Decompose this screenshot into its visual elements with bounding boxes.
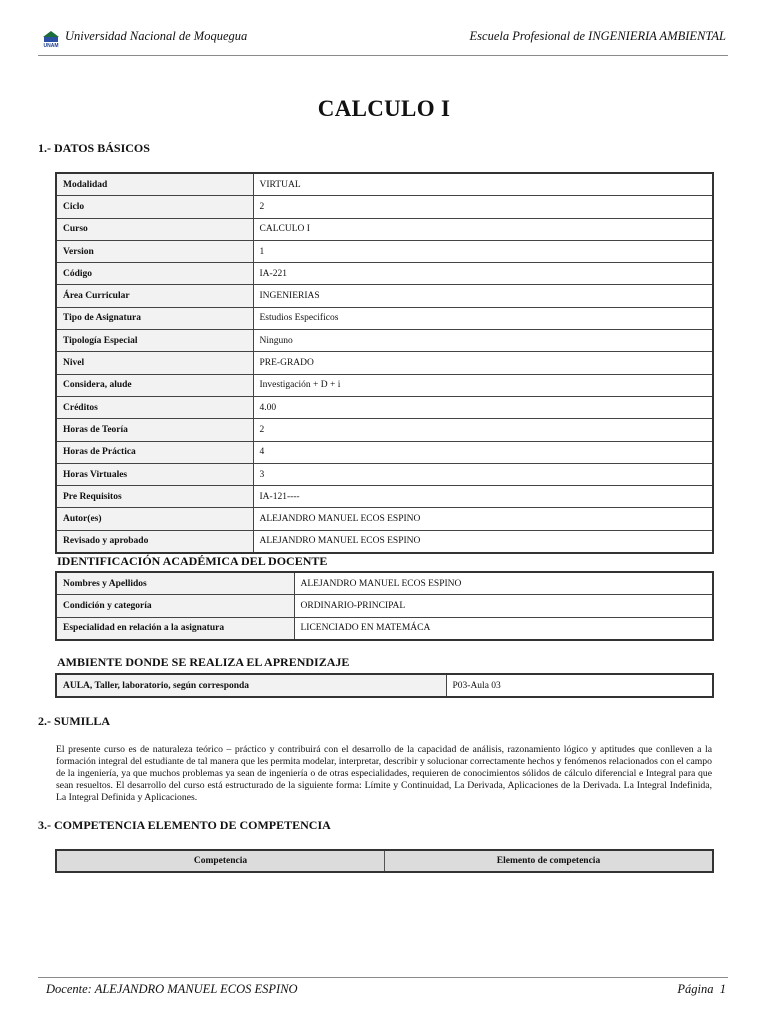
datos-basicos-value: PRE-GRADO	[253, 352, 713, 374]
university-name: Universidad Nacional de Moquegua	[65, 29, 248, 43]
datos-basicos-value: Investigación + D + i	[253, 374, 713, 396]
datos-basicos-value: ALEJANDRO MANUEL ECOS ESPINO	[253, 530, 713, 553]
datos-basicos-value: CALCULO I	[253, 218, 713, 240]
svg-text:UNAM: UNAM	[43, 43, 59, 48]
competencia-column-header: Competencia	[56, 850, 385, 872]
table-row	[56, 441, 713, 463]
docente-label: Condición y categoría	[56, 595, 294, 617]
datos-basicos-label: Ciclo	[56, 196, 253, 218]
page-title: CALCULO I	[317, 96, 451, 121]
sumilla-paragraph: El presente curso es de naturaleza teórico – práctico y contribuirá con el desarrollo de la capacidad de análisis, razonamiento lógico y aptitudes que conlleven a la formación integral del estudiante de tal manera que les permita modelar, interpretar, describir y solucionar correctamente hechos y fenómenos relacionados con el campo de la ingeniería, ya que muchos problemas ya sean de ingeniería o de otras especialidades, requieren de conocimientos sólidos de cálculo diferencial e Integral para que sean resueltos. El desarrollo del curso está estructurado de la siguiente forma: Límite y Continuidad, La Derivada, Aplicaciones de la Derivada. La Integral Indefinida, La Integral Definida y Aplicaciones.	[56, 744, 712, 804]
table-row	[56, 486, 713, 508]
datos-basicos-label: Considera, alude	[56, 374, 253, 396]
docente-value: ALEJANDRO MANUEL ECOS ESPINO	[294, 572, 713, 595]
table-row	[56, 617, 713, 640]
datos-basicos-label: Área Curricular	[56, 285, 253, 307]
datos-basicos-label: Código	[56, 263, 253, 285]
table-row	[56, 240, 713, 262]
table-header-row	[56, 850, 713, 872]
datos-basicos-label: Revisado y aprobado	[56, 530, 253, 553]
docente-value: ORDINARIO-PRINCIPAL	[294, 595, 713, 617]
datos-basicos-value: 4	[253, 441, 713, 463]
datos-basicos-value: VIRTUAL	[253, 173, 713, 196]
ambiente-label: AULA, Taller, laboratorio, según corresponda	[56, 674, 446, 697]
datos-basicos-value: Estudios Especificos	[253, 307, 713, 329]
datos-basicos-label: Horas Virtuales	[56, 463, 253, 485]
table-row	[56, 173, 713, 196]
docente-label: Especialidad en relación a la asignatura	[56, 617, 294, 640]
datos-basicos-value: 1	[253, 240, 713, 262]
school-name: Escuela Profesional de INGENIERIA AMBIENTAL	[469, 29, 726, 43]
datos-basicos-table	[55, 172, 714, 554]
table-row	[56, 352, 713, 374]
datos-basicos-label: Autor(es)	[56, 508, 253, 530]
docente-label: Nombres y Apellidos	[56, 572, 294, 595]
table-row	[56, 463, 713, 485]
ambiente-heading: AMBIENTE DONDE SE REALIZA EL APRENDIZAJE	[57, 655, 350, 669]
page-footer	[38, 977, 728, 1002]
ambiente-table	[55, 673, 714, 698]
datos-basicos-value: IA-121----	[253, 486, 713, 508]
table-row	[56, 595, 713, 617]
docente-table	[55, 571, 714, 641]
university-logo	[40, 28, 62, 48]
docente-value: LICENCIADO EN MATEMÁCA	[294, 617, 713, 640]
table-row	[56, 419, 713, 441]
page-label: Página	[677, 982, 714, 996]
datos-basicos-value: ALEJANDRO MANUEL ECOS ESPINO	[253, 508, 713, 530]
table-row	[56, 307, 713, 329]
table-row	[56, 330, 713, 352]
table-row	[56, 572, 713, 595]
datos-basicos-label: Pre Requisitos	[56, 486, 253, 508]
table-row	[56, 218, 713, 240]
page-number-value: 1	[719, 982, 726, 996]
datos-basicos-label: Curso	[56, 218, 253, 240]
table-row	[56, 263, 713, 285]
datos-basicos-value: IA-221	[253, 263, 713, 285]
elemento-column-header: Elemento de competencia	[385, 850, 714, 872]
table-row	[56, 374, 713, 396]
footer-docente: Docente: ALEJANDRO MANUEL ECOS ESPINO	[46, 982, 298, 996]
table-row	[56, 396, 713, 418]
table-row	[56, 674, 713, 697]
docente-heading: IDENTIFICACIÓN ACADÉMICA DEL DOCENTE	[57, 554, 328, 568]
page-header	[38, 27, 728, 56]
datos-basicos-value: Ninguno	[253, 330, 713, 352]
competencia-table	[55, 849, 714, 873]
page-number	[677, 982, 726, 997]
datos-basicos-label: Version	[56, 240, 253, 262]
section-datos-basicos-heading: 1.- DATOS BÁSICOS	[38, 141, 150, 155]
section-competencia-heading: 3.- COMPETENCIA ELEMENTO DE COMPETENCIA	[38, 818, 331, 832]
table-row	[56, 530, 713, 553]
datos-basicos-value: 2	[253, 196, 713, 218]
datos-basicos-value: 4.00	[253, 396, 713, 418]
table-row	[56, 508, 713, 530]
section-sumilla-heading: 2.- SUMILLA	[38, 714, 111, 728]
datos-basicos-value: INGENIERIAS	[253, 285, 713, 307]
datos-basicos-label: Créditos	[56, 396, 253, 418]
datos-basicos-label: Tipo de Asignatura	[56, 307, 253, 329]
datos-basicos-value: 3	[253, 463, 713, 485]
datos-basicos-label: Horas de Teoría	[56, 419, 253, 441]
table-row	[56, 285, 713, 307]
datos-basicos-label: Nivel	[56, 352, 253, 374]
table-row	[56, 196, 713, 218]
datos-basicos-label: Horas de Práctica	[56, 441, 253, 463]
datos-basicos-value: 2	[253, 419, 713, 441]
datos-basicos-label: Tipología Especial	[56, 330, 253, 352]
datos-basicos-label: Modalidad	[56, 173, 253, 196]
ambiente-value: P03-Aula 03	[446, 674, 713, 697]
